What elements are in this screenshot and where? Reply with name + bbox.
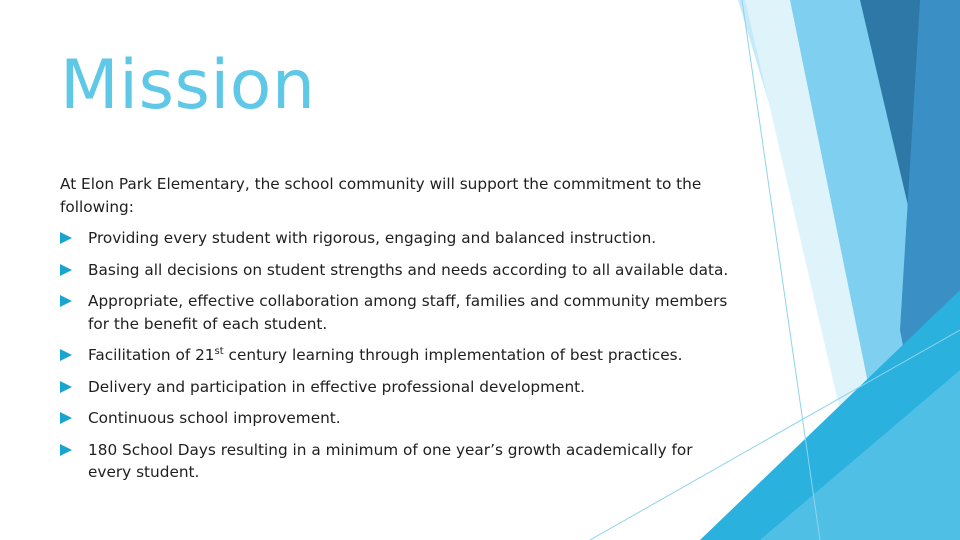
arrow-bullet-icon <box>60 295 72 307</box>
mission-item <box>60 407 740 430</box>
arrow-bullet-icon <box>60 444 72 456</box>
mission-item <box>60 259 740 282</box>
mission-list <box>60 227 740 493</box>
mission-item-text: Basing all decisions on student strengths and needs according to all available data. <box>88 260 729 279</box>
arrow-bullet-icon <box>60 412 72 424</box>
arrow-bullet-icon <box>60 264 72 276</box>
mission-item-text: 180 School Days resulting in a minimum of one year’s growth academically for every student. <box>88 440 693 481</box>
mission-item <box>60 376 740 399</box>
arrow-bullet-icon <box>60 232 72 244</box>
mission-item <box>60 439 740 484</box>
arrow-bullet-icon <box>60 349 72 361</box>
slide-title: Mission <box>60 46 316 125</box>
mission-item <box>60 344 740 367</box>
mission-item <box>60 227 740 250</box>
mission-item-text: Facilitation of 21st century learning through implementation of best practices. <box>88 346 683 364</box>
mission-item-text: Delivery and participation in effective professional development. <box>88 377 585 396</box>
mission-item-text: Providing every student with rigorous, engaging and balanced instruction. <box>88 229 657 247</box>
arrow-bullet-icon <box>60 381 72 393</box>
mission-item-text: Continuous school improvement. <box>88 409 341 427</box>
mission-item-text: Appropriate, effective collaboration among staff, families and community members for the benefit of each student. <box>88 292 728 333</box>
mission-item <box>60 290 740 335</box>
ordinal-suffix: st <box>214 346 224 357</box>
intro-text: At Elon Park Elementary, the school community will support the commitment to the following: <box>60 175 702 216</box>
